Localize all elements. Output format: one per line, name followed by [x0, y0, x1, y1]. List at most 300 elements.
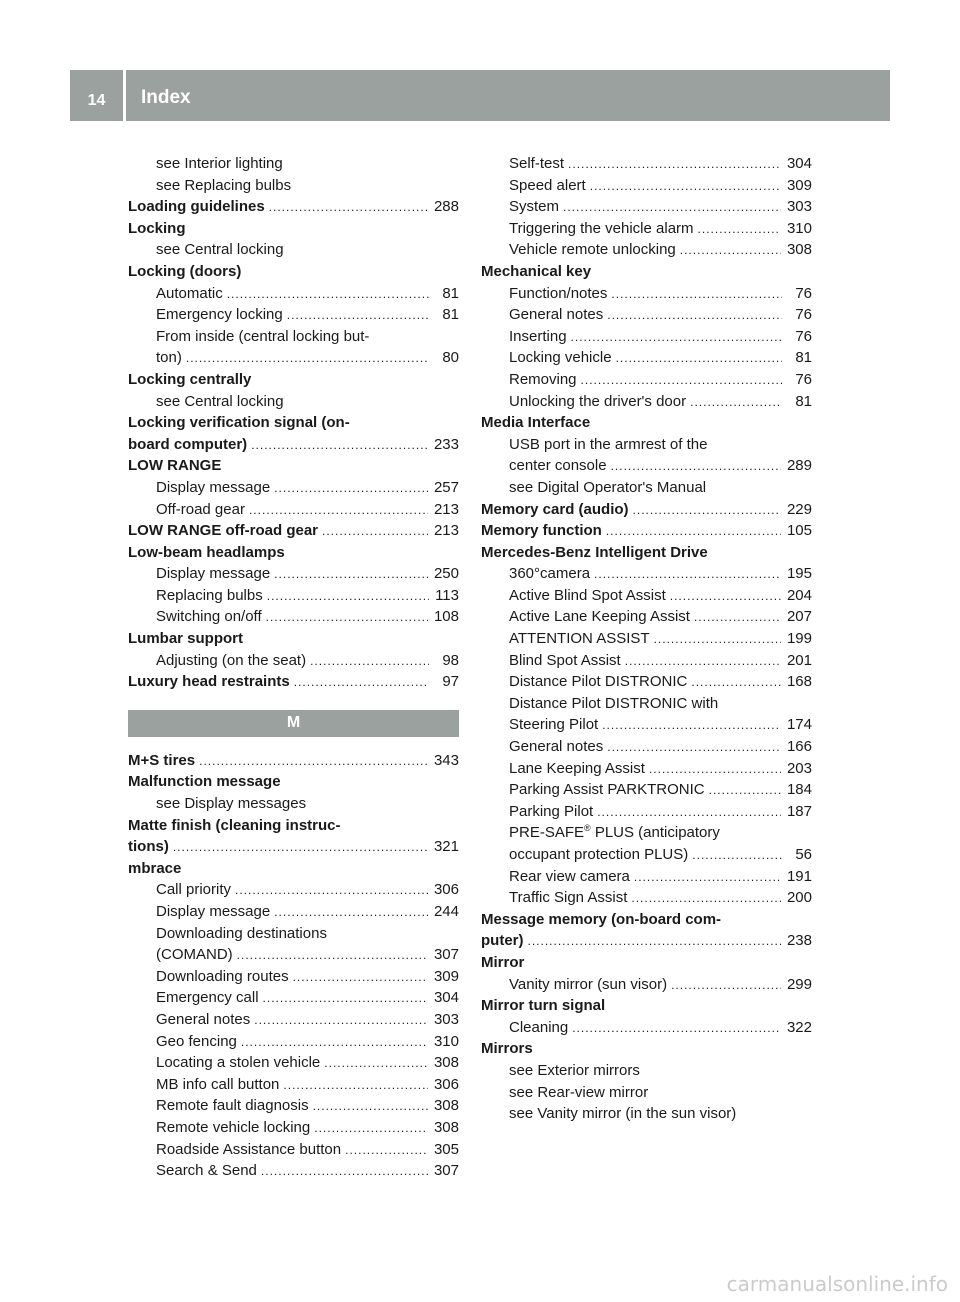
index-subentry: [481, 304, 812, 326]
index-subentry: [481, 434, 812, 456]
index-subentry: [128, 477, 459, 499]
index-entry: [128, 542, 459, 564]
leader-dots: [249, 500, 428, 522]
index-subentry: [481, 1103, 812, 1125]
entry-text: Downloading routes: [156, 967, 289, 985]
entry-text: Luxury head restraints: [128, 673, 290, 691]
page-reference: 321: [433, 838, 459, 856]
page-reference: 306: [433, 881, 459, 899]
leader-dots: [634, 867, 781, 889]
leader-dots: [173, 837, 428, 859]
leader-dots: [237, 945, 428, 967]
leader-dots: [611, 284, 782, 306]
index-subentry: [481, 822, 812, 844]
index-entry: [128, 750, 459, 772]
entry-text: Vehicle remote unlocking: [509, 241, 676, 259]
entry-text: Mirror: [481, 953, 525, 971]
page-reference: 303: [786, 198, 812, 216]
leader-dots: [607, 305, 782, 327]
page-reference: 307: [433, 1162, 459, 1180]
entry-text: Adjusting (on the seat): [156, 651, 307, 669]
leader-dots: [293, 967, 428, 989]
entry-text: Message memory (on-board com-: [481, 910, 722, 928]
leader-dots: [283, 1075, 428, 1097]
index-list-m-continued: [481, 153, 812, 1125]
leader-dots: [670, 586, 781, 608]
entry-text: Locking verification signal (on-: [128, 414, 350, 432]
leader-dots: [322, 521, 428, 543]
leader-dots: [691, 672, 781, 694]
entry-text: LOW RANGE off-road gear: [128, 522, 318, 540]
entry-text: Function/notes: [509, 284, 608, 302]
page-reference: 303: [433, 1010, 459, 1028]
leader-dots: [649, 759, 781, 781]
entry-text: board computer): [128, 435, 248, 453]
leader-dots: [254, 1010, 428, 1032]
page-reference: 76: [795, 327, 812, 345]
entry-text: General notes: [509, 738, 604, 756]
leader-dots: [571, 327, 782, 349]
index-subentry: [128, 347, 459, 369]
entry-text: see Interior lighting: [156, 155, 283, 172]
entry-text: Parking Assist PARKTRONIC: [509, 781, 705, 799]
index-entry: [128, 412, 459, 434]
page-reference: 166: [786, 738, 812, 756]
index-subentry: [481, 650, 812, 672]
entry-text: Removing: [509, 370, 577, 388]
leader-dots: [241, 1032, 428, 1054]
index-entry: [481, 542, 812, 564]
index-subentry: [128, 987, 459, 1009]
index-subentry: [481, 218, 812, 240]
page-reference: 203: [786, 759, 812, 777]
page-reference: 244: [433, 903, 459, 920]
index-subentry: [128, 606, 459, 628]
index-subentry: [128, 944, 459, 966]
page-reference: 113: [435, 586, 459, 604]
page-reference: 76: [795, 306, 812, 324]
page-reference: 299: [786, 975, 812, 993]
entry-text: Triggering the vehicle alarm: [509, 219, 694, 237]
entry-text: Locking (doors): [128, 262, 242, 280]
page-header: [70, 70, 890, 121]
entry-text: puter): [481, 932, 524, 950]
leader-dots: [694, 607, 781, 629]
index-entry: [128, 520, 459, 542]
entry-text: Malfunction message: [128, 773, 281, 791]
index-entry: [481, 412, 812, 434]
index-entry: [128, 196, 459, 218]
leader-dots: [345, 1140, 428, 1162]
index-subentry: [128, 1074, 459, 1096]
index-entry: [481, 930, 812, 952]
index-entry: [128, 261, 459, 283]
index-subentry: [128, 175, 459, 197]
index-entry: [128, 434, 459, 456]
page-reference: 309: [433, 967, 459, 985]
entry-text: Remote vehicle locking: [156, 1118, 311, 1136]
index-entry: [481, 499, 812, 521]
page-reference: 308: [433, 1054, 459, 1072]
entry-text: ATTENTION ASSIST: [509, 630, 650, 648]
index-list-l-entries: [128, 153, 459, 693]
index-entry: [481, 995, 812, 1017]
leader-dots: [528, 931, 781, 953]
leader-dots: [269, 197, 428, 219]
entry-text: Blind Spot Assist: [509, 651, 621, 669]
entry-text: LOW RANGE: [128, 457, 222, 475]
index-subentry: [128, 563, 459, 585]
leader-dots: [287, 305, 429, 327]
leader-dots: [709, 780, 781, 802]
entry-text: see Display messages: [156, 795, 307, 813]
index-subentry: [481, 1017, 812, 1039]
page-reference: 191: [786, 867, 812, 885]
leader-dots: [310, 651, 429, 673]
leader-dots: [324, 1053, 428, 1075]
page-reference: 81: [795, 392, 812, 410]
page-reference: 307: [433, 946, 459, 964]
page-reference: 168: [786, 673, 812, 691]
page-reference: 229: [786, 500, 812, 518]
entry-text: Traffic Sign Assist: [509, 889, 628, 907]
index-subentry: [481, 866, 812, 888]
entry-text: Speed alert: [509, 176, 586, 194]
page-reference: 250: [433, 565, 459, 583]
entry-text: PRE-SAFE® PLUS (anticipatory: [509, 823, 720, 842]
index-column-right: [481, 153, 812, 1125]
entry-text: Distance Pilot DISTRONIC: [509, 673, 688, 691]
index-subentry: [481, 844, 812, 866]
page-reference: 308: [433, 1097, 459, 1115]
index-subentry: [481, 585, 812, 607]
entry-text: Matte finish (cleaning instruc-: [128, 816, 341, 834]
index-subentry: [128, 1009, 459, 1031]
index-subentry: [481, 671, 812, 693]
index-entry: [481, 261, 812, 283]
entry-text: Display message: [156, 478, 271, 496]
entry-text: (COMAND): [156, 946, 233, 964]
index-subentry: [481, 455, 812, 477]
index-subentry: [481, 779, 812, 801]
index-subentry: [481, 1060, 812, 1082]
entry-text: Active Blind Spot Assist: [509, 586, 666, 604]
leader-dots: [274, 478, 428, 500]
leader-dots: [625, 651, 781, 673]
index-subentry: [128, 793, 459, 815]
index-subentry: [481, 606, 812, 628]
entry-text: Lumbar support: [128, 630, 243, 648]
leader-dots: [199, 751, 428, 773]
entry-text: see Digital Operator's Manual: [509, 478, 707, 496]
index-subentry: [481, 477, 812, 499]
index-subentry: [128, 1160, 459, 1182]
leader-dots: [294, 672, 429, 694]
index-subentry: [128, 1095, 459, 1117]
leader-dots: [267, 586, 429, 608]
entry-text: Call priority: [156, 881, 232, 899]
page-reference: 97: [442, 673, 459, 691]
index-subentry: [481, 175, 812, 197]
entry-text: see Central locking: [156, 241, 284, 259]
page-reference: 76: [795, 370, 812, 388]
index-subentry: [128, 239, 459, 261]
leader-dots: [274, 902, 428, 924]
watermark: carmanualsonline.info: [726, 1272, 948, 1296]
index-subentry: [481, 758, 812, 780]
leader-dots: [607, 737, 781, 759]
index-entry: [128, 455, 459, 477]
entry-text: Lane Keeping Assist: [509, 759, 645, 777]
leader-dots: [606, 521, 781, 543]
index-subentry: [481, 887, 812, 909]
entry-text: Remote fault diagnosis: [156, 1097, 309, 1115]
page-reference: 200: [786, 889, 812, 907]
index-subentry: [128, 585, 459, 607]
page-reference: 81: [442, 306, 459, 324]
entry-text: Unlocking the driver's door: [509, 392, 687, 410]
page-reference: 199: [786, 630, 812, 648]
page-reference: 81: [442, 284, 459, 302]
leader-dots: [690, 392, 782, 414]
entry-text: Memory card (audio): [481, 500, 629, 518]
leader-dots: [314, 1118, 428, 1140]
entry-text: Loading guidelines: [128, 198, 265, 216]
leader-dots: [602, 715, 781, 737]
entry-text: Emergency locking: [156, 306, 283, 324]
entry-text: M+S tires: [128, 751, 196, 769]
leader-dots: [692, 845, 782, 867]
entry-text: see Replacing bulbs: [156, 176, 292, 194]
leader-dots: [594, 564, 781, 586]
page-reference: 184: [786, 781, 812, 799]
index-list-m-entries: [128, 750, 459, 1182]
entry-text: see Central locking: [156, 392, 284, 410]
page-reference: 257: [433, 478, 459, 496]
page-number: 14: [70, 70, 126, 121]
entry-text: Parking Pilot: [509, 802, 594, 820]
leader-dots: [671, 975, 781, 997]
leader-dots: [563, 197, 781, 219]
index-subentry: [128, 1117, 459, 1139]
leader-dots: [633, 500, 781, 522]
index-entry: [128, 836, 459, 858]
leader-dots: [680, 240, 781, 262]
page-reference: 304: [786, 155, 812, 172]
index-subentry: [128, 304, 459, 326]
leader-dots: [235, 880, 428, 902]
index-subentry: [481, 196, 812, 218]
entry-text: USB port in the armrest of the: [509, 435, 708, 453]
entry-text: Self-test: [509, 155, 565, 172]
index-subentry: [481, 347, 812, 369]
leader-dots: [611, 456, 781, 478]
entry-text: General notes: [156, 1010, 251, 1028]
entry-text: From inside (central locking but-: [156, 327, 370, 345]
page-reference: 288: [433, 198, 459, 216]
leader-dots: [572, 1018, 781, 1040]
page-reference: 308: [786, 241, 812, 259]
page-reference: 207: [786, 608, 812, 626]
index-subentry: [481, 153, 812, 175]
index-subentry: [128, 966, 459, 988]
index-subentry: [481, 714, 812, 736]
page-reference: 105: [786, 522, 812, 540]
leader-dots: [616, 348, 782, 370]
entry-text: tions): [128, 838, 169, 856]
entry-text: Locking centrally: [128, 370, 252, 388]
index-subentry: [481, 628, 812, 650]
index-subentry: [481, 239, 812, 261]
index-subentry: [481, 974, 812, 996]
leader-dots: [581, 370, 782, 392]
entry-text: Media Interface: [481, 414, 591, 432]
index-subentry: [128, 391, 459, 413]
entry-text: Off-road gear: [156, 500, 245, 518]
page-reference: 213: [433, 500, 459, 518]
leader-dots: [313, 1096, 428, 1118]
leader-dots: [261, 1161, 428, 1183]
page-reference: 201: [786, 651, 812, 669]
page-reference: 322: [786, 1018, 812, 1036]
page-reference: 310: [433, 1032, 459, 1050]
page-reference: 289: [786, 457, 812, 475]
page-reference: 238: [786, 932, 812, 950]
leader-dots: [186, 348, 429, 370]
entry-text: Replacing bulbs: [156, 586, 263, 604]
page-reference: 80: [442, 349, 459, 367]
entry-text: occupant protection PLUS): [509, 846, 689, 863]
entry-text: Mechanical key: [481, 262, 592, 280]
entry-text: ton): [156, 349, 182, 367]
index-subentry: [481, 736, 812, 758]
entry-text: Mirror turn signal: [481, 997, 606, 1015]
index-subentry: [128, 901, 459, 923]
index-subentry: [128, 499, 459, 521]
entry-text: mbrace: [128, 859, 182, 877]
entry-text: Geo fencing: [156, 1032, 237, 1050]
entry-text: System: [509, 198, 560, 216]
page-reference: 195: [786, 565, 812, 583]
index-entry: [481, 909, 812, 931]
index-entry: [128, 858, 459, 880]
index-entry: [128, 218, 459, 240]
entry-text: Steering Pilot: [509, 716, 599, 734]
page-reference: 304: [433, 989, 459, 1007]
index-column-left: [128, 153, 459, 1182]
entry-text: Rear view camera: [509, 867, 630, 885]
page-reference: 187: [786, 802, 812, 820]
page-reference: 213: [433, 522, 459, 540]
page-reference: 309: [786, 176, 812, 194]
entry-text: Display message: [156, 565, 271, 583]
index-subentry: [481, 563, 812, 585]
page-reference: 81: [795, 349, 812, 367]
page-reference: 98: [442, 651, 459, 669]
page-reference: 343: [433, 751, 459, 769]
entry-text: Switching on/off: [156, 608, 262, 626]
entry-text: Distance Pilot DISTRONIC with: [509, 694, 719, 712]
page-reference: 306: [433, 1075, 459, 1093]
index-subentry: [128, 153, 459, 175]
index-subentry: [128, 1139, 459, 1161]
page-reference: 204: [786, 586, 812, 604]
index-subentry: [128, 879, 459, 901]
index-entry: [128, 671, 459, 693]
entry-text: Inserting: [509, 327, 567, 345]
entry-text: Mirrors: [481, 1040, 533, 1058]
index-entry: [128, 628, 459, 650]
leader-dots: [597, 802, 781, 824]
entry-text: Downloading destinations: [156, 924, 327, 942]
entry-text: Locking: [128, 219, 186, 237]
page-reference: 76: [795, 284, 812, 302]
leader-dots: [590, 176, 781, 198]
index-subentry: [481, 693, 812, 715]
entry-text: Cleaning: [509, 1018, 569, 1036]
leader-dots: [631, 888, 781, 910]
entry-text: Memory function: [481, 522, 602, 540]
leader-dots: [266, 607, 428, 629]
page-reference: 233: [433, 435, 459, 453]
index-subentry: [128, 283, 459, 305]
page-reference: 305: [433, 1140, 459, 1158]
leader-dots: [263, 988, 428, 1010]
entry-text: MB info call button: [156, 1075, 280, 1093]
leader-dots: [251, 435, 428, 457]
entry-text: Roadside Assistance button: [156, 1140, 342, 1158]
index-entry: [481, 952, 812, 974]
index-subentry: [128, 326, 459, 348]
page-reference: 308: [433, 1118, 459, 1136]
leader-dots: [227, 284, 429, 306]
entry-text: center console: [509, 457, 607, 475]
index-subentry: [481, 1082, 812, 1104]
index-subentry: [481, 326, 812, 348]
entry-text: Mercedes-Benz Intelligent Drive: [481, 543, 708, 561]
index-subentry: [128, 650, 459, 672]
leader-dots: [274, 564, 428, 586]
index-entry: [128, 369, 459, 391]
entry-text: 360°camera: [509, 565, 591, 583]
entry-text: see Exterior mirrors: [509, 1061, 640, 1079]
entry-text: Display message: [156, 903, 271, 920]
index-subentry: [481, 391, 812, 413]
index-entry: [481, 1038, 812, 1060]
entry-text: Automatic: [156, 284, 223, 302]
entry-text: Locating a stolen vehicle: [156, 1054, 321, 1072]
leader-dots: [698, 219, 781, 241]
index-subentry: [128, 1052, 459, 1074]
index-entry: [481, 520, 812, 542]
index-subentry: [481, 801, 812, 823]
index-subentry: [481, 283, 812, 305]
section-letter-bar: M: [128, 710, 459, 737]
index-subentry: [481, 369, 812, 391]
page-reference: 174: [786, 716, 812, 734]
entry-text: Emergency call: [156, 989, 259, 1007]
page-reference: 56: [795, 846, 812, 863]
entry-text: Locking vehicle: [509, 349, 612, 367]
entry-text: see Rear-view mirror: [509, 1083, 649, 1101]
index-subentry: [128, 923, 459, 945]
leader-dots: [654, 629, 781, 651]
entry-text: Vanity mirror (sun visor): [509, 975, 668, 993]
entry-text: Low-beam headlamps: [128, 543, 285, 561]
page-reference: 108: [433, 608, 459, 626]
page-reference: 310: [786, 219, 812, 237]
index-entry: [128, 771, 459, 793]
